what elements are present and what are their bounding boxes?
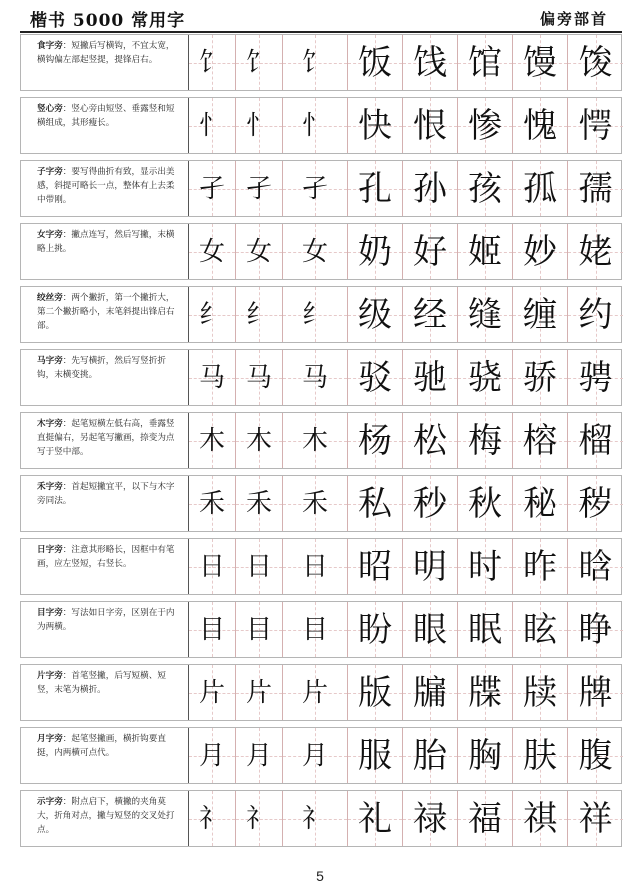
radical-name: 片字旁 xyxy=(37,671,63,681)
example-char-cell xyxy=(347,224,402,279)
example-char: 肤 xyxy=(523,735,557,776)
example-char: 缝 xyxy=(468,294,502,335)
radical-glyph: 目 xyxy=(245,614,272,645)
example-char: 孩 xyxy=(468,168,502,209)
radical-practice-cell xyxy=(235,35,282,90)
radical-description: ：撇点连写，然后写撇，末横略上挑。 xyxy=(37,230,175,254)
radical-glyph: 木 xyxy=(301,425,328,456)
example-char: 昨 xyxy=(523,546,557,587)
example-char: 级 xyxy=(358,294,392,335)
example-char: 快 xyxy=(358,105,392,146)
example-char-cell xyxy=(567,350,623,405)
radical-glyph: 目 xyxy=(198,614,225,645)
radical-glyph: 女 xyxy=(301,236,328,267)
example-char-cell xyxy=(567,224,623,279)
radical-note xyxy=(21,665,189,720)
radical-practice-cell xyxy=(282,539,347,594)
radical-name: 子字旁 xyxy=(37,167,63,177)
radical-description: ：起笔竖撇画，横折钩要直挺，内两横可点代。 xyxy=(37,734,166,758)
radical-glyph: 禾 xyxy=(245,488,272,519)
radical-note xyxy=(21,98,189,153)
example-char-cell xyxy=(347,791,402,846)
example-char-cell xyxy=(402,224,457,279)
example-char: 姬 xyxy=(468,231,502,272)
example-char: 晗 xyxy=(578,546,613,587)
example-char: 驰 xyxy=(413,357,447,398)
radical-row xyxy=(20,601,622,658)
page-number: 5 xyxy=(316,868,324,884)
radical-name: 禾字旁 xyxy=(37,482,63,492)
radical-practice-cell xyxy=(188,224,235,279)
example-char: 昭 xyxy=(358,546,392,587)
radical-practice-cell xyxy=(282,728,347,783)
radical-practice-cell xyxy=(188,476,235,531)
radical-practice-cell xyxy=(235,539,282,594)
example-char-cell xyxy=(402,35,457,90)
example-char: 恨 xyxy=(413,105,447,146)
example-char: 牍 xyxy=(523,672,557,713)
radical-note xyxy=(21,728,189,783)
example-char-cell xyxy=(402,161,457,216)
radical-glyph: 忄 xyxy=(198,110,225,141)
radical-glyph: 纟 xyxy=(245,299,272,330)
radical-glyph: 月 xyxy=(301,740,328,771)
example-char: 秒 xyxy=(413,483,447,524)
radical-glyph: 马 xyxy=(198,362,225,393)
radical-practice-cell xyxy=(235,224,282,279)
example-char-cell xyxy=(402,728,457,783)
radical-description: ：短撇后写横钩，不宜太宽，横钩偏左部起竖提，提锋启右。 xyxy=(37,41,175,65)
example-char: 骄 xyxy=(523,357,557,398)
example-char-cell xyxy=(457,350,512,405)
radical-glyph: 日 xyxy=(198,551,225,582)
radical-practice-cell xyxy=(282,350,347,405)
radical-note xyxy=(21,476,189,531)
radical-practice-cell xyxy=(282,665,347,720)
radical-row xyxy=(20,34,622,91)
radical-practice-cell xyxy=(188,161,235,216)
radical-glyph: 忄 xyxy=(301,110,328,141)
page-header xyxy=(0,0,640,30)
radical-name: 日字旁 xyxy=(37,545,63,555)
radical-row xyxy=(20,538,622,595)
example-char-cell xyxy=(347,476,402,531)
example-char-cell xyxy=(457,476,512,531)
radical-row xyxy=(20,160,622,217)
example-char: 妙 xyxy=(523,231,557,272)
example-char-cell xyxy=(402,413,457,468)
practice-table xyxy=(20,34,622,853)
book-title: 楷书 5000 常用字 xyxy=(30,11,186,31)
radical-note xyxy=(21,35,189,90)
example-char: 孙 xyxy=(413,168,447,209)
radical-name: 示字旁 xyxy=(37,797,63,807)
example-char: 牌 xyxy=(578,672,613,713)
radical-name: 女字旁 xyxy=(37,230,63,240)
example-char-cell xyxy=(567,602,623,657)
radical-practice-cell xyxy=(282,476,347,531)
example-char-cell xyxy=(567,35,623,90)
example-char-cell xyxy=(457,413,512,468)
example-char: 梅 xyxy=(468,420,502,461)
radical-practice-cell xyxy=(188,539,235,594)
example-char-cell xyxy=(347,35,402,90)
radical-glyph: 日 xyxy=(245,551,272,582)
radical-practice-cell xyxy=(235,476,282,531)
radical-practice-cell xyxy=(282,287,347,342)
example-char: 馒 xyxy=(523,42,557,83)
radical-note xyxy=(21,350,189,405)
radical-glyph: 女 xyxy=(245,236,272,267)
example-char: 时 xyxy=(468,546,502,587)
example-char: 孔 xyxy=(358,168,392,209)
example-char-cell xyxy=(347,728,402,783)
radical-practice-cell xyxy=(282,161,347,216)
example-char-cell xyxy=(347,98,402,153)
example-char-cell xyxy=(567,791,623,846)
radical-description: ：附点启下，横撇的夹角莫大，折角对点，撇与短竖的交叉处打点。 xyxy=(37,797,175,835)
radical-practice-cell xyxy=(282,791,347,846)
example-char: 驳 xyxy=(358,357,392,398)
example-char: 眩 xyxy=(523,609,557,650)
example-char-cell xyxy=(457,539,512,594)
radical-glyph: 木 xyxy=(245,425,272,456)
radical-glyph: 片 xyxy=(301,677,328,708)
example-char-cell xyxy=(457,161,512,216)
radical-row xyxy=(20,790,622,847)
example-char: 馆 xyxy=(468,42,502,83)
example-char: 松 xyxy=(413,420,447,461)
example-char-cell xyxy=(512,728,567,783)
example-char: 惨 xyxy=(468,105,502,146)
example-char-cell xyxy=(512,224,567,279)
example-char: 秘 xyxy=(523,483,557,524)
radical-note xyxy=(21,791,189,846)
radical-description: ：起笔短横左低右高，垂露竖直挺偏右，另起笔写撇画，捺变为点写于竖中部。 xyxy=(37,419,175,457)
radical-description: ：竖心旁由短竖、垂露竖和短横组成，其形瘦长。 xyxy=(37,104,175,128)
radical-glyph: 马 xyxy=(301,362,328,393)
example-char-cell xyxy=(512,161,567,216)
example-char-cell xyxy=(512,287,567,342)
example-char: 孤 xyxy=(523,168,557,209)
example-char: 秋 xyxy=(468,483,502,524)
radical-practice-cell xyxy=(235,728,282,783)
section-label: 偏旁部首 xyxy=(539,10,608,28)
example-char-cell xyxy=(347,665,402,720)
radical-practice-cell xyxy=(235,602,282,657)
radical-glyph: 孑 xyxy=(301,173,328,204)
example-char-cell xyxy=(512,665,567,720)
radical-glyph: 孑 xyxy=(245,173,272,204)
radical-glyph: 片 xyxy=(198,677,225,708)
example-char-cell xyxy=(567,728,623,783)
radical-row xyxy=(20,286,622,343)
radical-glyph: 纟 xyxy=(301,299,328,330)
radical-glyph: 礻 xyxy=(245,803,272,834)
radical-practice-cell xyxy=(188,602,235,657)
example-char: 私 xyxy=(358,483,392,524)
example-char-cell xyxy=(512,350,567,405)
radical-practice-cell xyxy=(188,665,235,720)
example-char: 骋 xyxy=(578,357,613,398)
radical-glyph: 纟 xyxy=(198,299,225,330)
radical-row xyxy=(20,727,622,784)
radical-description: ：写法如日字旁，区别在于内为两横。 xyxy=(37,608,175,632)
example-char: 饭 xyxy=(358,42,392,83)
example-char-cell xyxy=(457,602,512,657)
radical-row xyxy=(20,223,622,280)
example-char-cell xyxy=(512,476,567,531)
radical-practice-cell xyxy=(235,161,282,216)
example-char: 奶 xyxy=(358,231,392,272)
example-char-cell xyxy=(457,791,512,846)
example-char: 版 xyxy=(358,672,392,713)
radical-practice-cell xyxy=(188,791,235,846)
example-char-cell xyxy=(457,287,512,342)
radical-glyph: 饣 xyxy=(245,47,272,78)
example-char: 牖 xyxy=(413,672,447,713)
example-char-cell xyxy=(347,287,402,342)
example-char: 秽 xyxy=(578,483,613,524)
example-char: 榴 xyxy=(578,420,613,461)
radical-practice-cell xyxy=(282,224,347,279)
radical-practice-cell xyxy=(188,350,235,405)
example-char-cell xyxy=(402,665,457,720)
example-char: 福 xyxy=(468,798,502,839)
example-char-cell xyxy=(567,476,623,531)
radical-practice-cell xyxy=(188,413,235,468)
example-char-cell xyxy=(347,539,402,594)
radical-description: ：注意其形略长，因框中有笔画，应左竖短，右竖长。 xyxy=(37,545,175,569)
radical-name: 马字旁 xyxy=(37,356,63,366)
example-char: 孺 xyxy=(578,168,613,209)
radical-practice-cell xyxy=(235,350,282,405)
example-char: 禄 xyxy=(413,798,447,839)
radical-name: 木字旁 xyxy=(37,419,63,429)
radical-practice-cell xyxy=(188,287,235,342)
example-char-cell xyxy=(512,539,567,594)
example-char-cell xyxy=(567,665,623,720)
example-char-cell xyxy=(457,665,512,720)
radical-description: ：首起短撇宜平，以下与木字旁同法。 xyxy=(37,482,175,506)
radical-practice-cell xyxy=(235,413,282,468)
radical-practice-cell xyxy=(188,728,235,783)
example-char-cell xyxy=(402,602,457,657)
example-char: 明 xyxy=(413,546,447,587)
example-char: 牒 xyxy=(468,672,502,713)
radical-row xyxy=(20,664,622,721)
radical-note xyxy=(21,161,189,216)
example-char: 眼 xyxy=(413,609,447,650)
example-char-cell xyxy=(512,35,567,90)
radical-practice-cell xyxy=(282,413,347,468)
radical-name: 目字旁 xyxy=(37,608,63,618)
radical-practice-cell xyxy=(282,35,347,90)
example-char-cell xyxy=(457,224,512,279)
example-char-cell xyxy=(402,98,457,153)
example-char-cell xyxy=(402,539,457,594)
example-char: 姥 xyxy=(578,231,613,272)
radical-name: 月字旁 xyxy=(37,734,63,744)
radical-glyph: 礻 xyxy=(198,803,225,834)
radical-name: 绞丝旁 xyxy=(37,293,63,303)
example-char: 榕 xyxy=(523,420,557,461)
radical-glyph: 禾 xyxy=(301,488,328,519)
example-char-cell xyxy=(347,413,402,468)
radical-row xyxy=(20,97,622,154)
example-char: 馂 xyxy=(578,42,613,83)
example-char: 约 xyxy=(578,294,613,335)
example-char: 骁 xyxy=(468,357,502,398)
example-char-cell xyxy=(402,350,457,405)
radical-practice-cell xyxy=(282,98,347,153)
radical-note xyxy=(21,287,189,342)
radical-description: ：要写得曲折有致，显示出美感，斜提可略长一点，整体有上去柔中带刚。 xyxy=(37,167,175,205)
example-char: 礼 xyxy=(358,798,392,839)
example-char-cell xyxy=(567,98,623,153)
example-char: 胸 xyxy=(468,735,502,776)
radical-glyph: 马 xyxy=(245,362,272,393)
example-char-cell xyxy=(567,539,623,594)
radical-row xyxy=(20,349,622,406)
radical-glyph: 礻 xyxy=(301,803,328,834)
radical-practice-cell xyxy=(235,665,282,720)
radical-glyph: 饣 xyxy=(301,47,328,78)
radical-note xyxy=(21,224,189,279)
example-char-cell xyxy=(512,791,567,846)
radical-name: 食字旁 xyxy=(37,41,63,51)
radical-glyph: 片 xyxy=(245,677,272,708)
example-char-cell xyxy=(567,161,623,216)
radical-note xyxy=(21,539,189,594)
example-char: 盼 xyxy=(358,609,392,650)
radical-row xyxy=(20,412,622,469)
radical-practice-cell xyxy=(235,98,282,153)
radical-glyph: 孑 xyxy=(198,173,225,204)
example-char: 缠 xyxy=(523,294,557,335)
example-char-cell xyxy=(512,98,567,153)
radical-note xyxy=(21,413,189,468)
example-char: 祺 xyxy=(523,798,557,839)
radical-practice-cell xyxy=(282,602,347,657)
radical-glyph: 日 xyxy=(301,551,328,582)
radical-glyph: 目 xyxy=(301,614,328,645)
radical-glyph: 月 xyxy=(198,740,225,771)
example-char-cell xyxy=(457,98,512,153)
radical-practice-cell xyxy=(235,791,282,846)
example-char: 愕 xyxy=(578,105,613,146)
example-char: 服 xyxy=(358,735,392,776)
example-char: 眠 xyxy=(468,609,502,650)
example-char: 胎 xyxy=(413,735,447,776)
radical-glyph: 月 xyxy=(245,740,272,771)
example-char: 愧 xyxy=(523,105,557,146)
example-char: 饯 xyxy=(413,42,447,83)
example-char-cell xyxy=(457,35,512,90)
example-char-cell xyxy=(567,413,623,468)
radical-glyph: 饣 xyxy=(198,47,225,78)
example-char: 杨 xyxy=(358,420,392,461)
example-char-cell xyxy=(402,476,457,531)
example-char-cell xyxy=(347,161,402,216)
example-char-cell xyxy=(347,350,402,405)
radical-description: ：首笔竖撇，后写短横、短竖，末笔为横折。 xyxy=(37,671,166,695)
header-rule xyxy=(20,31,622,33)
example-char: 腹 xyxy=(578,735,613,776)
example-char-cell xyxy=(347,602,402,657)
radical-practice-cell xyxy=(188,35,235,90)
radical-description: ：先写横折，然后写竖折折钩，末横变挑。 xyxy=(37,356,166,380)
example-char: 好 xyxy=(413,231,447,272)
radical-glyph: 木 xyxy=(198,425,225,456)
example-char: 祥 xyxy=(578,798,613,839)
radical-name: 竖心旁 xyxy=(37,104,63,114)
radical-glyph: 女 xyxy=(198,236,225,267)
radical-practice-cell xyxy=(235,287,282,342)
radical-glyph: 忄 xyxy=(245,110,272,141)
radical-practice-cell xyxy=(188,98,235,153)
radical-description: ：两个撇折，第一个撇折大，第二个撇折略小，末笔斜提出锋启右部。 xyxy=(37,293,175,331)
radical-row xyxy=(20,475,622,532)
example-char-cell xyxy=(457,728,512,783)
example-char-cell xyxy=(512,602,567,657)
example-char: 经 xyxy=(413,294,447,335)
example-char-cell xyxy=(402,791,457,846)
example-char-cell xyxy=(512,413,567,468)
example-char-cell xyxy=(402,287,457,342)
example-char-cell xyxy=(567,287,623,342)
radical-note xyxy=(21,602,189,657)
example-char: 睁 xyxy=(578,609,613,650)
radical-glyph: 禾 xyxy=(198,488,225,519)
